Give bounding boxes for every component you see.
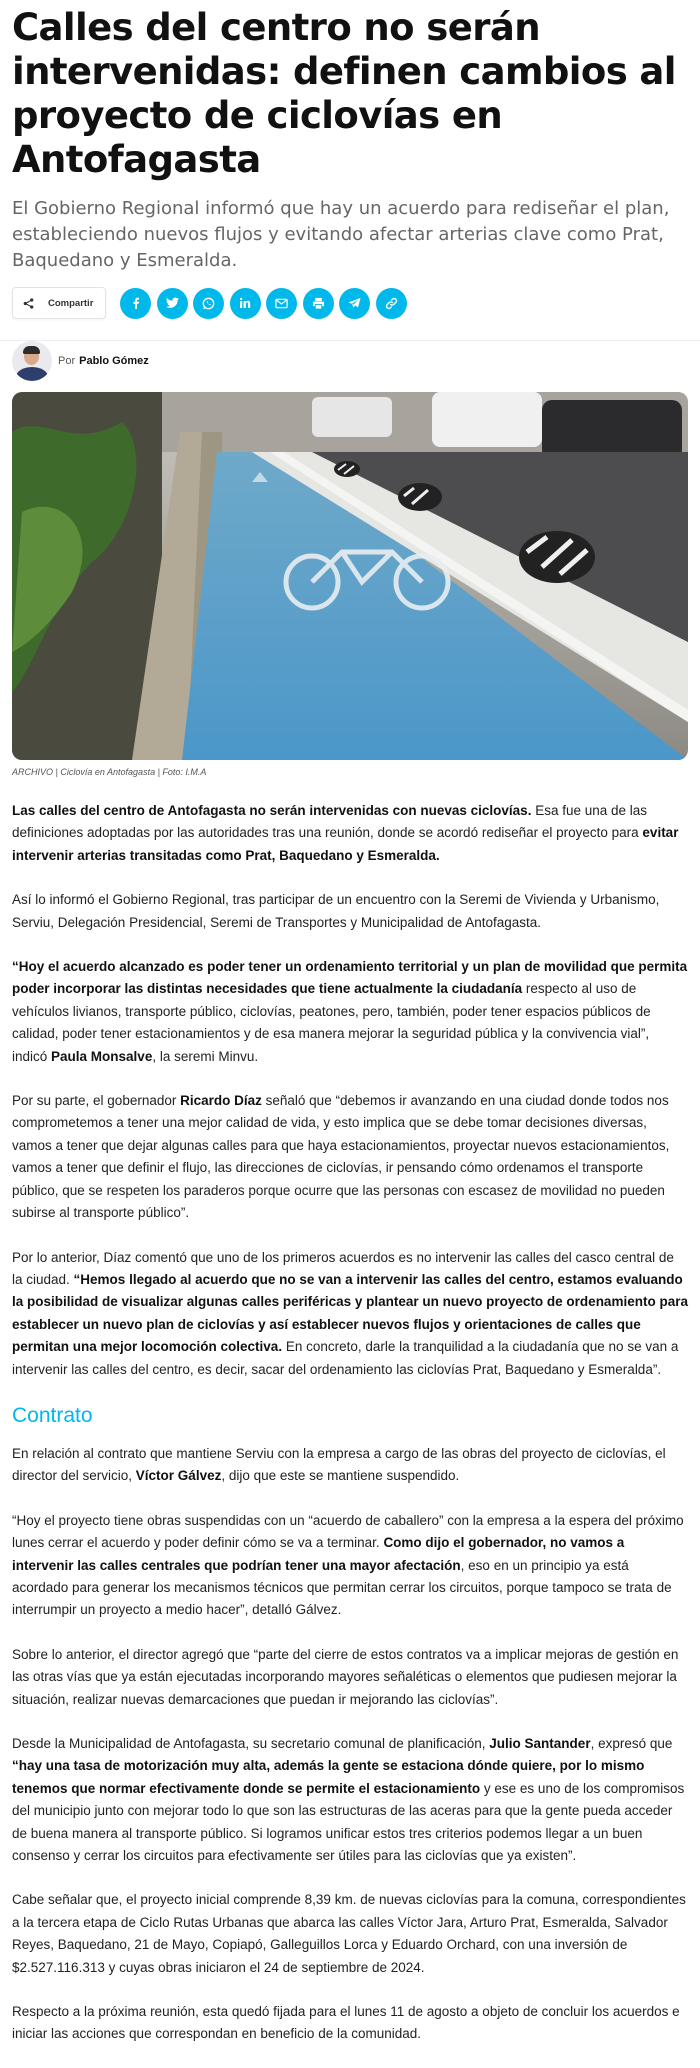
facebook-icon[interactable] xyxy=(120,288,151,319)
link-icon[interactable] xyxy=(376,288,407,319)
article-body xyxy=(12,800,688,2068)
article-header xyxy=(12,0,688,382)
page-title: Calles del centro no serán intervenidas: definen cambios al proyecto de ciclovías en Antofagasta xyxy=(12,6,676,181)
paragraph: “Hoy el proyecto tiene obras suspendidas con un “acuerdo de caballero” con la empresa a la espera del próximo lunes cerrar el acuerdo y poder definir cómo se va a terminar. Como dijo el gobernador, no vamos a intervenir las calles centrales que podrían tener una mayor afectación, eso en un principio ya está acordado para generar los mecanismos técnicos que permitan cerrar los circuitos, porque tampoco se trata de interrumpir un proyecto a medio hacer”, detalló Gálvez. xyxy=(12,1512,684,1618)
share-button[interactable] xyxy=(12,287,106,319)
avatar[interactable] xyxy=(12,341,52,381)
paragraph: En relación al contrato que mantiene Serviu con la empresa a cargo de las obras del proyecto de ciclovías, el director del servicio, Víctor Gálvez, dijo que este se mantiene suspendido. xyxy=(12,1445,666,1484)
print-icon[interactable] xyxy=(303,288,334,319)
paragraph: Por su parte, el gobernador Ricardo Díaz señaló que “debemos ir avanzando en una ciudad donde todos nos comprometemos a tener una mejor calidad de vida, y esto implica que se debe tomar decisiones diversas, vamos a tener que dejar algunas calles para que haya estacionamientos, proyectar nuevos estacionamientos, vamos a tener que definir el flujo, las direcciones de ciclovías, ir pensando cómo ordenamos el transporte público, que se respeten los paraderos porque ocurre que las personas con escasez de movilidad no pueden subirse al transporte público”. xyxy=(12,1093,670,1221)
article-subtitle: El Gobierno Regional informó que hay un acuerdo para rediseñar el plan, estableciendo nuevos flujos y evitando afectar arterias clave como Prat, Baquedano y Esmeralda. xyxy=(12,198,670,271)
telegram-icon[interactable] xyxy=(339,288,370,319)
paragraph: Desde la Municipalidad de Antofagasta, su secretario comunal de planificación, Julio Santander, expresó que “hay una tasa de motorización muy alta, además la gente se estaciona dónde quiere, por lo mismo tenemos que normar efectivamente donde se permite el estacionamiento y ese es uno de los compromisos del municipio junto con mejorar todo lo que son las estructuras de las aceras para que la gente pueda acceder de buena manera al transporte público. Si logramos unificar estos tres criterios podemos llegar a un buen consenso y cerrar los circuitos para efectivamente ser útiles para las ciclovías que ya existen”. xyxy=(12,1736,685,1864)
paragraph: Así lo informó el Gobierno Regional, tras participar de un encuentro con la Seremi de Vivienda y Urbanismo, Serviu, Delegación Presidencial, Seremi de Transportes y Municipalidad de Antofagasta. xyxy=(12,892,660,930)
linkedin-icon[interactable] xyxy=(230,288,261,319)
header-divider xyxy=(0,340,700,341)
author-prefix: Por xyxy=(58,355,76,367)
section-heading: Contrato xyxy=(12,1403,93,1427)
article-photo xyxy=(12,392,688,760)
paragraph: Sobre lo anterior, el director agregó que “parte del cierre de estos contratos va a implicar mejoras de gestión en las otras vías que ya están ejecutadas incorporando mayores señaléticas o elementos que pudiesen mejorar la situación, realizar nuevas demarcaciones que puedan ir mejorando las ciclovías”. xyxy=(12,1646,679,1707)
paragraph: Respecto a la próxima reunión, esta quedó fijada para el lunes 11 de agosto a objeto de concluir los acuerdos e iniciar las acciones que correspondan en beneficio de la comunidad. xyxy=(12,2004,680,2042)
paragraph: Las calles del centro de Antofagasta no serán intervenidas con nuevas ciclovías. Esa fue una de las definiciones adoptadas por las autoridades tras una reunión, donde se acordó rediseñar el proyecto para evitar intervenir arterias transitadas como Prat, Baquedano y Esmeralda. xyxy=(12,803,679,863)
share-bar xyxy=(12,286,688,320)
share-icon xyxy=(23,298,34,309)
paragraph: Cabe señalar que, el proyecto inicial comprende 8,39 km. de nuevas ciclovías para la comuna, correspondientes a la tercera etapa de Ciclo Rutas Urbanas que abarca las calles Víctor Jara, Arturo Prat, Esmeralda, Salvador Reyes, Baquedano, 21 de Mayo, Copiapó, Galleguillos Lorca y Eduardo Orchard, con una inversión de $2.527.116.313 y cuyas obras iniciaron el 24 de septiembre de 2024. xyxy=(12,1892,686,1975)
twitter-icon[interactable] xyxy=(157,288,188,319)
author-byline xyxy=(12,340,688,382)
whatsapp-icon[interactable] xyxy=(193,288,224,319)
paragraph: Por lo anterior, Díaz comentó que uno de los primeros acuerdos es no intervenir las calles del casco central de la ciudad. “Hemos llegado al acuerdo que no se van a intervenir las calles del centro, estamos evaluando la posibilidad de visualizar algunas calles periféricas y plantear un nuevo proyecto de ordenamiento para establecer un nuevo plan de ciclovías y así establecer nuevos flujos y orientaciones de calles que permitan una mejor locomoción colectiva. En concreto, darle la tranquilidad a la ciudadanía que no se van a intervenir las calles del centro, es decir, sacar del ordenamiento las ciclovías Prat, Baquedano y Esmeralda”. xyxy=(12,1249,688,1377)
share-label: Compartir xyxy=(48,297,94,309)
email-icon[interactable] xyxy=(266,288,297,319)
paragraph: “Hoy el acuerdo alcanzado es poder tener un ordenamiento territorial y un plan de movilidad que permita poder incorporar las distintas necesidades que tiene actualmente la ciudadanía respecto al uso de vehículos livianos, transporte público, ciclovías, peatones, pero, también, poder tener espacios públicos de calidad, poder tener estacionamientos y de esa manera mejorar la seguridad pública y la convivencia vial”, indicó Paula Monsalve, la seremi Minvu. xyxy=(12,959,688,1064)
author-name[interactable]: Pablo Gómez xyxy=(79,355,149,367)
photo-caption: ARCHIVO | Ciclovía en Antofagasta | Foto: I.M.A xyxy=(12,767,207,777)
